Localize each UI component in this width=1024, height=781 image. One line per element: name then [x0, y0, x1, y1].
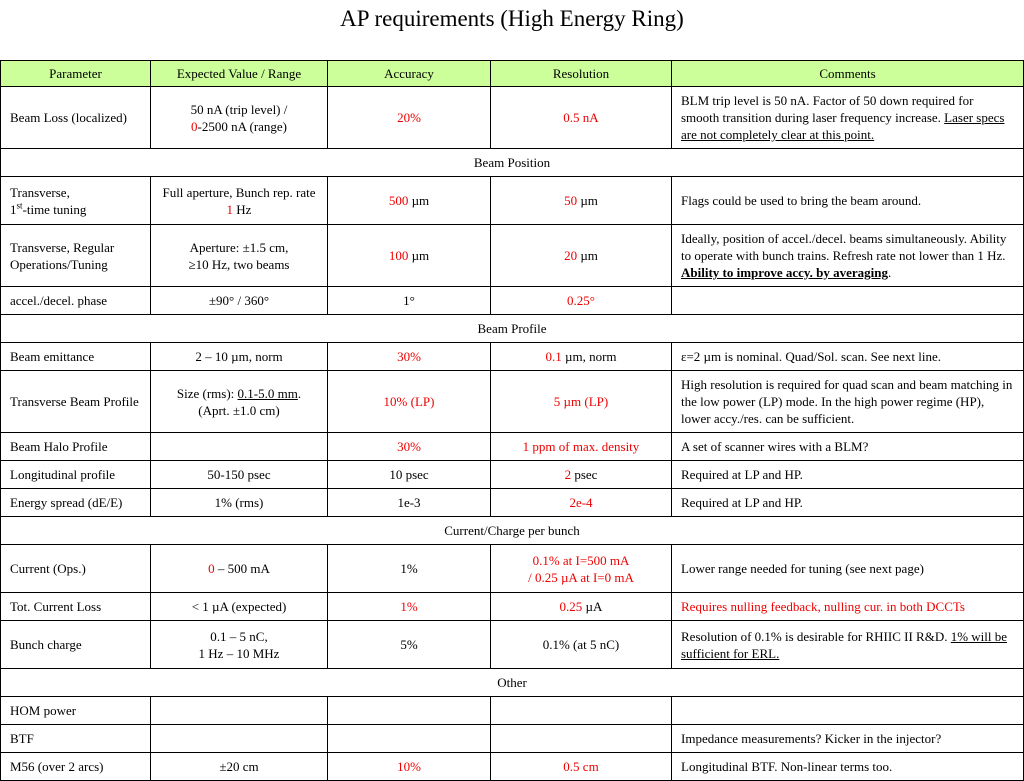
- cell-line: [160, 402, 318, 419]
- table-row: [1, 287, 1024, 315]
- cell-text: Hz: [233, 201, 252, 217]
- cell-line: [160, 385, 318, 402]
- cell-line: [500, 598, 662, 615]
- cell-text: 1% will be sufficient for ERL.: [681, 628, 1008, 661]
- expected-value-cell: [151, 225, 328, 287]
- cell-text: 1: [226, 201, 234, 217]
- cell-text: 50 nA (trip level) /: [190, 101, 288, 117]
- parameter-cell: [1, 371, 151, 433]
- cell-text: Current (Ops.): [10, 561, 86, 576]
- cell-line: [500, 393, 662, 410]
- cell-text: 10 psec: [389, 467, 429, 482]
- cell-line: [337, 560, 481, 577]
- cell-text: 0.1% (at 5 nC): [542, 637, 620, 652]
- cell-line: [10, 292, 141, 309]
- cell-line: [10, 393, 141, 410]
- accuracy-cell: [328, 489, 491, 517]
- table-body: [1, 87, 1024, 781]
- cell-text: ε=2 µm is nominal. Quad/Sol. scan. See next line.: [681, 349, 942, 364]
- parameter-cell: [1, 593, 151, 621]
- comments-cell: [672, 753, 1024, 781]
- cell-line: [500, 438, 662, 455]
- section-row: [1, 149, 1024, 177]
- cell-line: [10, 348, 141, 365]
- parameter-cell: [1, 343, 151, 371]
- cell-text: µm: [408, 248, 430, 263]
- cell-text: 30%: [397, 349, 421, 364]
- table-row: [1, 433, 1024, 461]
- cell-text: psec: [571, 467, 598, 482]
- cell-text: Aperture: ±1.5 cm,: [189, 239, 289, 255]
- cell-text: ±20 cm: [219, 759, 259, 774]
- cell-text: Laser specs are not completely clear at this point.: [681, 110, 1005, 142]
- cell-text: 0.5 nA: [563, 110, 599, 125]
- comments-cell: [672, 697, 1024, 725]
- cell-line: [160, 239, 318, 256]
- cell-text: 1: [10, 201, 17, 217]
- cell-text: Size (rms):: [176, 385, 238, 401]
- cell-line: [337, 636, 481, 653]
- cell-line: [681, 598, 1014, 615]
- cell-line: [337, 247, 481, 264]
- table-row: [1, 753, 1024, 781]
- table-row: [1, 621, 1024, 669]
- cell-text: µm: [408, 193, 430, 208]
- cell-line: [160, 758, 318, 775]
- comments-cell: [672, 225, 1024, 287]
- cell-line: [500, 192, 662, 209]
- cell-text: 0.1% at I=500 mA: [532, 552, 630, 568]
- comments-cell: [672, 545, 1024, 593]
- cell-text: 0.1-5.0 mm: [237, 385, 298, 401]
- cell-line: [337, 109, 481, 126]
- cell-text: 500: [388, 193, 409, 208]
- expected-value-cell: [151, 433, 328, 461]
- cell-text: µm: [577, 193, 598, 208]
- parameter-cell: [1, 461, 151, 489]
- expected-value-cell: [151, 287, 328, 315]
- cell-line: [160, 184, 318, 218]
- section-heading: Beam Position: [1, 149, 1024, 177]
- table-row: [1, 371, 1024, 433]
- expected-value-cell: [151, 461, 328, 489]
- comments-cell: [672, 621, 1024, 669]
- cell-line: [160, 628, 318, 645]
- cell-line: [337, 192, 481, 209]
- resolution-cell: [491, 697, 672, 725]
- cell-text: M56 (over 2 arcs): [10, 759, 104, 774]
- cell-text: Impedance measurements? Kicker in the injector?: [681, 731, 942, 746]
- table-row: [1, 725, 1024, 753]
- cell-line: [160, 466, 318, 483]
- resolution-cell: [491, 593, 672, 621]
- cell-text: 1 Hz – 10 MHz: [198, 645, 280, 661]
- cell-text: 20: [564, 248, 578, 263]
- cell-line: [160, 598, 318, 615]
- expected-value-cell: [151, 343, 328, 371]
- parameter-cell: [1, 489, 151, 517]
- cell-text: BLM trip level is 50 nA. Factor of 50 down required for smooth transition during laser frequency increase.: [681, 93, 974, 125]
- cell-text: 0: [208, 561, 215, 576]
- cell-line: [337, 348, 481, 365]
- cell-text: Required at LP and HP.: [681, 495, 803, 510]
- expected-value-cell: [151, 753, 328, 781]
- cell-line: [10, 239, 141, 273]
- page-title: AP requirements (High Energy Ring): [340, 6, 684, 31]
- cell-line: [500, 758, 662, 775]
- cell-text: 10%: [397, 759, 421, 774]
- table-row: [1, 545, 1024, 593]
- parameter-cell: [1, 545, 151, 593]
- cell-text: 2 – 10 µm, norm: [195, 349, 283, 364]
- cell-line: [160, 256, 318, 273]
- cell-line: [10, 560, 141, 577]
- cell-line: [500, 636, 662, 653]
- section-heading: Other: [1, 669, 1024, 697]
- cell-text: 5%: [400, 637, 418, 652]
- cell-line: [681, 494, 1014, 511]
- header-expected-value: Expected Value / Range: [151, 61, 328, 87]
- cell-line: [500, 109, 662, 126]
- cell-text: – 500 mA: [214, 561, 270, 576]
- cell-text: Beam Halo Profile: [10, 439, 108, 454]
- cell-line: [10, 201, 141, 218]
- cell-text: / 0.25 µA at I=0 mA: [528, 569, 634, 585]
- comments-cell: [672, 725, 1024, 753]
- cell-text: Longitudinal BTF. Non-linear terms too.: [681, 759, 893, 774]
- cell-text: Beam Loss (localized): [10, 110, 127, 125]
- header-resolution: Resolution: [491, 61, 672, 87]
- cell-text: Lower range needed for tuning (see next page): [681, 561, 924, 576]
- comments-cell: [672, 343, 1024, 371]
- section-row: [1, 315, 1024, 343]
- resolution-cell: [491, 287, 672, 315]
- cell-line: [500, 466, 662, 483]
- cell-text: BTF: [10, 731, 34, 746]
- cell-line: [681, 192, 1014, 209]
- cell-text: ≥10 Hz, two beams: [188, 256, 290, 272]
- cell-text: Ability to improve accy. by averaging: [681, 265, 889, 280]
- parameter-cell: [1, 225, 151, 287]
- cell-line: [681, 560, 1014, 577]
- accuracy-cell: [328, 87, 491, 149]
- cell-text: 2e-4: [569, 495, 593, 510]
- header-comments: Comments: [672, 61, 1024, 87]
- cell-line: [337, 393, 481, 410]
- resolution-cell: [491, 545, 672, 593]
- cell-text: 1 ppm of max. density: [522, 439, 640, 454]
- section-row: [1, 669, 1024, 697]
- cell-text: 50-150 psec: [207, 467, 271, 482]
- parameter-cell: [1, 87, 151, 149]
- resolution-cell: [491, 87, 672, 149]
- cell-line: [160, 118, 318, 135]
- cell-line: [10, 598, 141, 615]
- cell-line: [337, 438, 481, 455]
- parameter-cell: [1, 725, 151, 753]
- cell-line: [337, 494, 481, 511]
- cell-text: 0.1 – 5 nC,: [210, 628, 268, 644]
- comments-cell: [672, 433, 1024, 461]
- accuracy-cell: [328, 461, 491, 489]
- parameter-cell: [1, 433, 151, 461]
- accuracy-cell: [328, 725, 491, 753]
- cell-text: Full aperture, Bunch rep. rate: [162, 184, 316, 200]
- cell-line: [10, 494, 141, 511]
- cell-text: 1% (rms): [214, 495, 264, 510]
- cell-text: Transverse Beam Profile: [10, 394, 139, 409]
- table-row: [1, 343, 1024, 371]
- cell-text: 1%: [400, 599, 418, 614]
- comments-cell: [672, 371, 1024, 433]
- cell-line: [500, 569, 662, 586]
- cell-text: 100: [388, 248, 409, 263]
- cell-text: µA: [582, 599, 603, 614]
- cell-text: Longitudinal profile: [10, 467, 116, 482]
- cell-text: A set of scanner wires with a BLM?: [681, 439, 869, 454]
- table-row: [1, 593, 1024, 621]
- cell-text: .: [297, 385, 302, 401]
- cell-line: [160, 101, 318, 118]
- cell-text: 0.1: [545, 349, 562, 364]
- comments-cell: [672, 593, 1024, 621]
- expected-value-cell: [151, 87, 328, 149]
- comments-cell: [672, 287, 1024, 315]
- expected-value-cell: [151, 725, 328, 753]
- resolution-cell: [491, 225, 672, 287]
- table-row: [1, 177, 1024, 225]
- resolution-cell: [491, 433, 672, 461]
- expected-value-cell: [151, 697, 328, 725]
- cell-line: [10, 636, 141, 653]
- cell-line: [10, 184, 141, 201]
- cell-text: HOM power: [10, 703, 77, 718]
- cell-text: -2500 nA (range): [197, 118, 288, 134]
- cell-line: [500, 494, 662, 511]
- cell-line: [160, 645, 318, 662]
- parameter-cell: [1, 287, 151, 315]
- comments-cell: [672, 461, 1024, 489]
- cell-text: 20%: [397, 110, 421, 125]
- header-accuracy: Accuracy: [328, 61, 491, 87]
- expected-value-cell: [151, 545, 328, 593]
- cell-text: Requires nulling feedback, nulling cur. in both DCCTs: [681, 599, 965, 614]
- cell-line: [10, 730, 141, 747]
- cell-line: [500, 292, 662, 309]
- cell-line: [500, 348, 662, 365]
- cell-text: 2: [564, 467, 572, 482]
- parameter-cell: [1, 177, 151, 225]
- table-row: [1, 461, 1024, 489]
- expected-value-cell: [151, 177, 328, 225]
- table-row: [1, 225, 1024, 287]
- parameter-cell: [1, 697, 151, 725]
- cell-line: [337, 466, 481, 483]
- table-row: [1, 697, 1024, 725]
- table-row: [1, 489, 1024, 517]
- cell-text: Ideally, position of accel./decel. beams simultaneously. Ability to operate with bunch trains. Refresh rate not lower than 1 Hz.: [681, 231, 1007, 263]
- header-parameter: Parameter: [1, 61, 151, 87]
- cell-text: .: [888, 265, 892, 280]
- resolution-cell: [491, 753, 672, 781]
- section-heading: Beam Profile: [1, 315, 1024, 343]
- expected-value-cell: [151, 621, 328, 669]
- comments-cell: [672, 489, 1024, 517]
- accuracy-cell: [328, 697, 491, 725]
- cell-text: < 1 µA (expected): [191, 599, 287, 614]
- cell-line: [10, 466, 141, 483]
- cell-line: [681, 230, 1014, 281]
- cell-line: [337, 292, 481, 309]
- accuracy-cell: [328, 177, 491, 225]
- cell-text: Energy spread (dE/E): [10, 495, 123, 510]
- cell-text: High resolution is required for quad scan and beam matching in the low power (LP) mode. In the high power regime (HP), lower accy./res. can be sufficient.: [681, 377, 1013, 426]
- cell-line: [681, 376, 1014, 427]
- cell-line: [681, 92, 1014, 143]
- expected-value-cell: [151, 489, 328, 517]
- cell-line: [10, 109, 141, 126]
- cell-text: Transverse, Regular Operations/Tuning: [10, 239, 115, 272]
- cell-text: Resolution of 0.1% is desirable for RHIIC II R&D.: [681, 628, 951, 644]
- cell-text: µm, norm: [561, 349, 617, 364]
- cell-line: [681, 628, 1014, 662]
- accuracy-cell: [328, 545, 491, 593]
- section-heading: Current/Charge per bunch: [1, 517, 1024, 545]
- resolution-cell: [491, 371, 672, 433]
- cell-text: 0.5 cm: [563, 759, 599, 774]
- cell-text: st: [16, 200, 23, 211]
- accuracy-cell: [328, 343, 491, 371]
- cell-line: [681, 466, 1014, 483]
- table-header-row: [1, 61, 1024, 87]
- cell-line: [337, 598, 481, 615]
- expected-value-cell: [151, 371, 328, 433]
- cell-text: 30%: [397, 439, 421, 454]
- cell-text: 1%: [400, 561, 418, 576]
- cell-line: [500, 247, 662, 264]
- cell-text: Bunch charge: [10, 637, 82, 652]
- parameter-cell: [1, 621, 151, 669]
- cell-text: 50: [564, 193, 578, 208]
- cell-line: [10, 758, 141, 775]
- cell-text: Transverse,: [10, 184, 70, 200]
- cell-text: ±90° / 360°: [208, 293, 270, 308]
- resolution-cell: [491, 461, 672, 489]
- table-row: [1, 87, 1024, 149]
- cell-text: 10% (LP): [383, 394, 435, 409]
- cell-text: 1°: [403, 293, 415, 308]
- accuracy-cell: [328, 371, 491, 433]
- cell-text: (Aprt. ±1.0 cm): [198, 402, 280, 418]
- cell-text: 5 µm (LP): [553, 394, 609, 409]
- accuracy-cell: [328, 593, 491, 621]
- section-row: [1, 517, 1024, 545]
- cell-line: [160, 560, 318, 577]
- resolution-cell: [491, 621, 672, 669]
- cell-line: [681, 348, 1014, 365]
- resolution-cell: [491, 725, 672, 753]
- cell-line: [681, 438, 1014, 455]
- cell-text: Required at LP and HP.: [681, 467, 803, 482]
- cell-text: 0.25: [559, 599, 583, 614]
- cell-text: 0.25°: [567, 293, 595, 308]
- resolution-cell: [491, 489, 672, 517]
- cell-text: 1e-3: [397, 495, 421, 510]
- accuracy-cell: [328, 753, 491, 781]
- accuracy-cell: [328, 433, 491, 461]
- comments-cell: [672, 177, 1024, 225]
- cell-line: [160, 348, 318, 365]
- cell-line: [10, 438, 141, 455]
- expected-value-cell: [151, 593, 328, 621]
- accuracy-cell: [328, 621, 491, 669]
- accuracy-cell: [328, 287, 491, 315]
- cell-text: µm: [577, 248, 598, 263]
- accuracy-cell: [328, 225, 491, 287]
- cell-line: [681, 758, 1014, 775]
- cell-line: [500, 552, 662, 569]
- resolution-cell: [491, 177, 672, 225]
- cell-line: [681, 730, 1014, 747]
- cell-line: [160, 292, 318, 309]
- cell-text: 0: [190, 118, 198, 134]
- parameter-cell: [1, 753, 151, 781]
- cell-text: Beam emittance: [10, 349, 95, 364]
- comments-cell: [672, 87, 1024, 149]
- cell-text: -time tuning: [22, 201, 87, 217]
- resolution-cell: [491, 343, 672, 371]
- cell-text: accel./decel. phase: [10, 293, 108, 308]
- cell-text: Flags could be used to bring the beam around.: [681, 193, 922, 208]
- cell-text: Tot. Current Loss: [10, 599, 102, 614]
- cell-line: [160, 494, 318, 511]
- requirements-table: [0, 60, 1024, 781]
- cell-line: [337, 758, 481, 775]
- cell-line: [10, 702, 141, 719]
